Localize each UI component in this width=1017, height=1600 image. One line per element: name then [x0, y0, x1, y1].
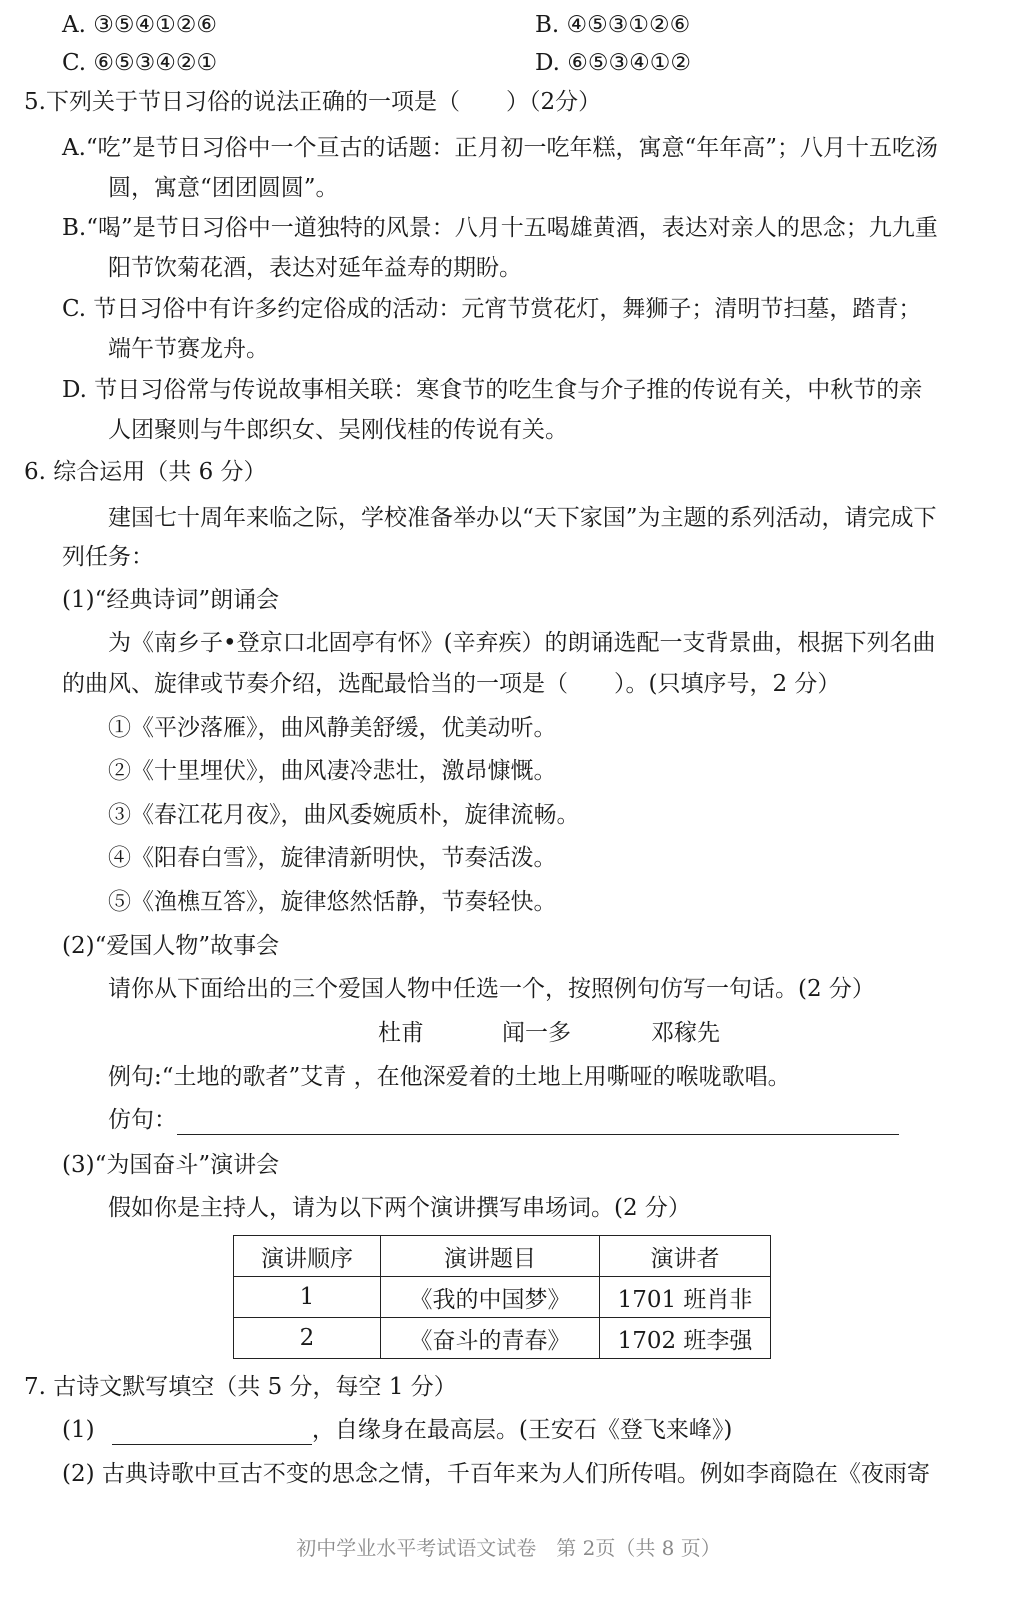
- q7-part1-answer-blank[interactable]: [112, 1418, 312, 1445]
- q6-part1-title: (1)“经典诗词”朗诵会: [62, 587, 280, 613]
- table-cell-speaker: 1701 班肖非: [600, 1277, 771, 1318]
- song-option-4: ④《阳春白雪》，旋律清新明快，节奏活泼。: [108, 845, 557, 871]
- q6-part2-text: 请你从下面给出的三个爱国人物中任选一个，按照例句仿写一句话。(2 分）: [108, 976, 875, 1002]
- q5-option-a-line1: A.“吃”是节日习俗中一个亘古的话题：正月初一吃年糕，寓意“年年高”；八月十五吃汤: [62, 135, 938, 161]
- table-cell-order: 1: [234, 1277, 381, 1318]
- q7-stem: 7. 古诗文默写填空（共 5 分，每空 1 分）: [24, 1374, 457, 1400]
- song-option-5: ⑤《渔樵互答》，旋律悠然恬静，节奏轻快。: [108, 889, 557, 915]
- q7-part1-number: (1): [62, 1417, 95, 1443]
- q4-option-c: C. ⑥⑤③④②①: [62, 50, 218, 76]
- imitate-answer-blank[interactable]: [177, 1108, 899, 1135]
- imitate-label: 仿句：: [108, 1107, 177, 1133]
- q7-part1-text: ，自缘身在最高层。(王安石《登飞来峰》): [311, 1417, 733, 1443]
- q4-option-a: A. ③⑤④①②⑥: [62, 12, 217, 38]
- q5-option-c-line1: C. 节日习俗中有许多约定俗成的活动：元宵节赏花灯，舞狮子；清明节扫墓，踏青；: [62, 296, 922, 322]
- table-cell-title: 《奋斗的青春》: [381, 1318, 600, 1359]
- table-header-title: 演讲题目: [381, 1236, 600, 1277]
- song-option-3: ③《春江花月夜》，曲风委婉质朴，旋律流畅。: [108, 802, 580, 828]
- page-footer: 初中学业水平考试语文试卷 第 2页（共 8 页）: [296, 1536, 721, 1560]
- q5-option-a-line2: 圆，寓意“团团圆圆”。: [108, 175, 339, 201]
- q6-part1-text-line2: 的曲风、旋律或节奏介绍，选配最恰当的一项是（ ）。(只填序号，2 分）: [62, 671, 841, 697]
- table-row: [234, 1277, 771, 1318]
- q6-part1-text-line1: 为《南乡子•登京口北固亭有怀》(辛弃疾）的朗诵选配一支背景曲，根据下列名曲: [108, 630, 936, 656]
- table-row: [234, 1318, 771, 1359]
- table-cell-title: 《我的中国梦》: [381, 1277, 600, 1318]
- q6-part3-text: 假如你是主持人，请为以下两个演讲撰写串场词。(2 分）: [108, 1195, 691, 1221]
- q5-option-b-line1: B.“喝”是节日习俗中一道独特的风景：八月十五喝雄黄酒，表达对亲人的思念；九九重: [62, 215, 938, 241]
- q7-part2: (2) 古典诗歌中亘古不变的思念之情，千百年来为人们所传唱。例如李商隐在《夜雨寄: [62, 1461, 930, 1487]
- q4-option-d: D. ⑥⑤③④①②: [535, 50, 691, 76]
- q4-option-b: B. ④⑤③①②⑥: [535, 12, 691, 38]
- example-sentence: 例句:“土地的歌者”艾青 ，在他深爱着的土地上用嘶哑的喉咙歌唱。: [108, 1064, 791, 1090]
- person-dufu: 杜甫: [378, 1020, 424, 1046]
- table-header-order: 演讲顺序: [234, 1236, 381, 1277]
- q6-stem: 6. 综合运用（共 6 分）: [24, 459, 267, 485]
- q6-intro-line1: 建国七十周年来临之际，学校准备举办以“天下家国”为主题的系列活动，请完成下: [108, 505, 937, 531]
- q5-option-c-line2: 端午节赛龙舟。: [108, 336, 269, 362]
- person-wenyiduo: 闻一多: [502, 1020, 571, 1046]
- q5-option-b-line2: 阳节饮菊花酒，表达对延年益寿的期盼。: [108, 255, 522, 281]
- imitate-row: [108, 1105, 899, 1135]
- q5-option-d-line1: D. 节日习俗常与传说故事相关联：寒食节的吃生食与介子推的传说有关，中秋节的亲: [62, 377, 923, 403]
- q6-part2-title: (2)“爱国人物”故事会: [62, 933, 280, 959]
- q6-intro-line2: 列任务：: [62, 544, 154, 570]
- q5-stem: 5.下列关于节日习俗的说法正确的一项是（ ）（2分）: [24, 89, 602, 115]
- song-option-1: ①《平沙落雁》，曲风静美舒缓，优美动听。: [108, 715, 557, 741]
- q6-part3-title: (3)“为国奋斗”演讲会: [62, 1152, 280, 1178]
- table-cell-speaker: 1702 班李强: [600, 1318, 771, 1359]
- speech-schedule-table: [233, 1235, 771, 1359]
- table-cell-order: 2: [234, 1318, 381, 1359]
- person-dengjiaxian: 邓稼先: [651, 1020, 720, 1046]
- table-header-speaker: 演讲者: [600, 1236, 771, 1277]
- song-option-2: ②《十里埋伏》，曲风凄冷悲壮，激昂慷慨。: [108, 758, 557, 784]
- q5-option-d-line2: 人团聚则与牛郎织女、吴刚伐桂的传说有关。: [108, 417, 568, 443]
- table-header-row: [234, 1236, 771, 1277]
- q7-part1: [62, 1415, 732, 1445]
